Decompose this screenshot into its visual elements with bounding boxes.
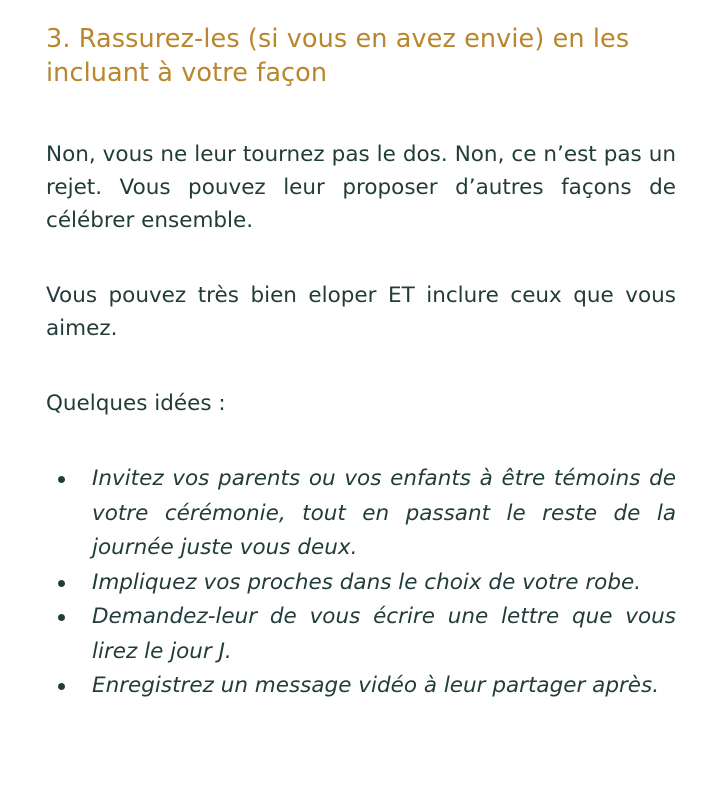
bullet-icon (58, 580, 65, 587)
list-item (46, 462, 676, 566)
inclusion-paragraph: Vous pouvez très bien eloper ET inclure ceux que vous aimez. (46, 283, 676, 341)
list-item-text: Invitez vos parents ou vos enfants à être témoins de votre cérémonie, tout en passant le reste de la journée juste vous deux. (92, 466, 676, 560)
list-item (46, 669, 676, 704)
ideas-label: Quelques idées : (46, 391, 226, 416)
bullet-icon (58, 683, 65, 690)
intro-paragraph: Non, vous ne leur tournez pas le dos. Non, ce n’est pas un rejet. Vous pouvez leur proposer d’autres façons de célébrer ensemble. (46, 142, 676, 233)
section-heading: 3. Rassurez-les (si vous en avez envie) en les incluant à votre façon (46, 24, 630, 88)
list-item-text: Demandez-leur de vous écrire une lettre que vous lirez le jour J. (92, 604, 676, 664)
bullet-icon (58, 476, 65, 483)
list-item (46, 566, 676, 601)
article (46, 22, 676, 704)
list-item-text: Enregistrez un message vidéo à leur partager après. (92, 673, 660, 698)
list-item (46, 600, 676, 669)
ideas-list (46, 462, 676, 704)
list-item-text: Impliquez vos proches dans le choix de votre robe. (92, 569, 642, 595)
bullet-icon (58, 614, 65, 621)
